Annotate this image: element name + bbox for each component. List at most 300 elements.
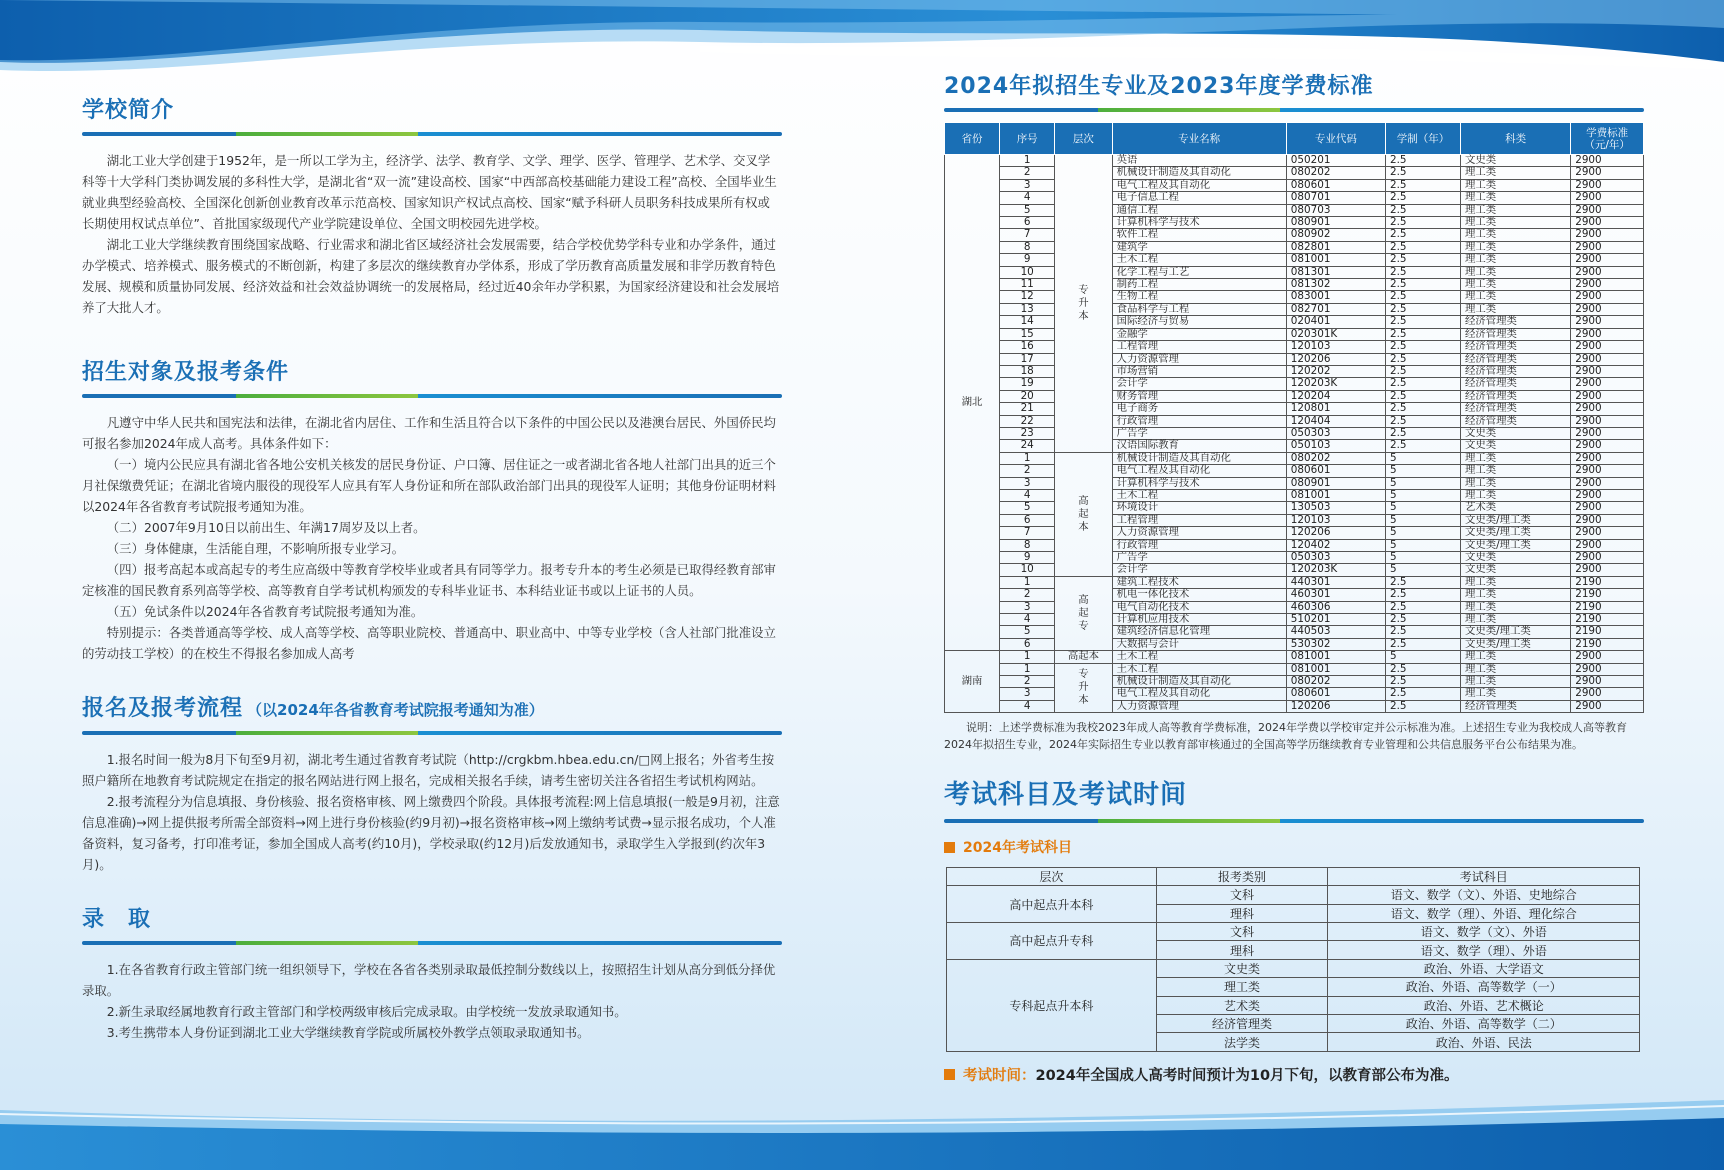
major-name-cell: 化学工程与工艺: [1112, 266, 1286, 278]
duration-cell: 2.5: [1385, 155, 1460, 167]
exam-category-cell: 理科: [1156, 941, 1328, 959]
category-cell: 文史类/理工类: [1460, 638, 1570, 650]
fee-cell: 2900: [1571, 291, 1644, 303]
duration-cell: 2.5: [1385, 316, 1460, 328]
exam-subjects-heading-text: 2024年考试科目: [963, 840, 1072, 857]
major-name-cell: 食品科学与工程: [1112, 303, 1286, 315]
seq-cell: 3: [1000, 601, 1055, 613]
category-cell: 文史类: [1460, 427, 1570, 439]
seq-cell: 15: [1000, 328, 1055, 340]
exam-category-cell: 文史类: [1156, 959, 1328, 977]
table-row: [945, 291, 1644, 303]
right-column: [944, 72, 1644, 1085]
admission-title-bar: [82, 941, 782, 945]
table-header-cell: 省份: [945, 123, 1000, 155]
fee-cell: 2900: [1571, 663, 1644, 675]
exam-subjects-cell: 语文、数学（文）、外语: [1328, 923, 1640, 941]
category-cell: 理工类: [1460, 589, 1570, 601]
major-name-cell: 电子信息工程: [1112, 192, 1286, 204]
table-header-cell: 层次: [1055, 123, 1112, 155]
category-cell: 理工类: [1460, 452, 1570, 464]
major-name-cell: 行政管理: [1112, 539, 1286, 551]
seq-cell: 21: [1000, 403, 1055, 415]
category-cell: 经济管理类: [1460, 415, 1570, 427]
table-row: [947, 959, 1640, 977]
major-name-cell: 机电一体化技术: [1112, 589, 1286, 601]
category-cell: 理工类: [1460, 576, 1570, 588]
fee-cell: 2900: [1571, 204, 1644, 216]
fee-cell: 2900: [1571, 167, 1644, 179]
table-row: [945, 303, 1644, 315]
table-row: [945, 279, 1644, 291]
duration-cell: 2.5: [1385, 576, 1460, 588]
major-name-cell: 国际经济与贸易: [1112, 316, 1286, 328]
majors-title-bar: [944, 108, 1644, 112]
duration-cell: 2.5: [1385, 291, 1460, 303]
seq-cell: 20: [1000, 390, 1055, 402]
category-cell: 理工类: [1460, 303, 1570, 315]
fee-cell: 2900: [1571, 489, 1644, 501]
process-paragraph: 1.报名时间一般为8月下旬至9月初，湖北考生通过省教育考试院（http://crgkbm.hbea.edu.cn/□网上报名；外省考生按照户籍所在地教育考试院规定在指定的报名网站进行网上报名，完成相关报名手续，请考生密切关注各省招生考试机构网站。: [82, 752, 775, 788]
category-cell: 文史类: [1460, 564, 1570, 576]
category-cell: 理工类: [1460, 229, 1570, 241]
table-row: [945, 502, 1644, 514]
duration-cell: 2.5: [1385, 676, 1460, 688]
fee-cell: 2900: [1571, 303, 1644, 315]
duration-cell: 5: [1385, 527, 1460, 539]
major-code-cell: 120203K: [1286, 564, 1385, 576]
category-cell: 理工类: [1460, 167, 1570, 179]
major-name-cell: 土木工程: [1112, 663, 1286, 675]
process-title-bar: [82, 731, 782, 735]
major-name-cell: 人力资源管理: [1112, 700, 1286, 712]
major-code-cell: 120103: [1286, 341, 1385, 353]
table-row: [945, 229, 1644, 241]
seq-cell: 6: [1000, 217, 1055, 229]
major-code-cell: 083001: [1286, 291, 1385, 303]
orange-square-icon: [944, 842, 955, 853]
seq-cell: 1: [1000, 663, 1055, 675]
table-row: [945, 651, 1644, 663]
major-name-cell: 机械设计制造及其自动化: [1112, 676, 1286, 688]
intro-title-bar: [82, 132, 782, 136]
fee-cell: 2900: [1571, 465, 1644, 477]
seq-cell: 10: [1000, 564, 1055, 576]
major-code-cell: 120103: [1286, 514, 1385, 526]
major-code-cell: 080202: [1286, 167, 1385, 179]
exam-category-cell: 文科: [1156, 923, 1328, 941]
exam-category-cell: 理工类: [1156, 978, 1328, 996]
seq-cell: 4: [1000, 489, 1055, 501]
major-name-cell: 大数据与会计: [1112, 638, 1286, 650]
fee-cell: 2900: [1571, 676, 1644, 688]
fee-cell: 2900: [1571, 328, 1644, 340]
table-row: [945, 700, 1644, 712]
fee-cell: 2900: [1571, 341, 1644, 353]
major-code-cell: 081302: [1286, 279, 1385, 291]
table-row: [945, 663, 1644, 675]
seq-cell: 6: [1000, 638, 1055, 650]
category-cell: 经济管理类: [1460, 378, 1570, 390]
exam-subjects-cell: 语文、数学（理）、外语、理化综合: [1328, 904, 1640, 922]
seq-cell: 4: [1000, 192, 1055, 204]
major-name-cell: 财务管理: [1112, 390, 1286, 402]
category-cell: 经济管理类: [1460, 700, 1570, 712]
fee-cell: 2900: [1571, 477, 1644, 489]
seq-cell: 12: [1000, 291, 1055, 303]
table-row: [945, 204, 1644, 216]
duration-cell: 2.5: [1385, 415, 1460, 427]
fee-cell: 2900: [1571, 700, 1644, 712]
duration-cell: 2.5: [1385, 266, 1460, 278]
duration-cell: 2.5: [1385, 254, 1460, 266]
major-code-cell: 081001: [1286, 489, 1385, 501]
major-code-cell: 120404: [1286, 415, 1385, 427]
top-wave-white: [700, 46, 1724, 70]
province-cell: 湖南: [945, 651, 1000, 713]
exam-level-cell: 高中起点升专科: [947, 923, 1157, 960]
duration-cell: 5: [1385, 465, 1460, 477]
duration-cell: 2.5: [1385, 614, 1460, 626]
duration-cell: 2.5: [1385, 427, 1460, 439]
seq-cell: 7: [1000, 229, 1055, 241]
major-name-cell: 建筑学: [1112, 241, 1286, 253]
majors-section: [944, 72, 1644, 753]
category-cell: 理工类: [1460, 179, 1570, 191]
category-cell: 经济管理类: [1460, 403, 1570, 415]
fee-cell: 2900: [1571, 241, 1644, 253]
table-row: [945, 328, 1644, 340]
table-row: [945, 378, 1644, 390]
fee-cell: 2900: [1571, 390, 1644, 402]
major-name-cell: 土木工程: [1112, 254, 1286, 266]
eligibility-title-bar: [82, 394, 782, 398]
major-name-cell: 制药工程: [1112, 279, 1286, 291]
major-code-cell: 120204: [1286, 390, 1385, 402]
seq-cell: 2: [1000, 465, 1055, 477]
seq-cell: 5: [1000, 204, 1055, 216]
table-row: [945, 626, 1644, 638]
admission-section: [82, 905, 782, 1043]
major-name-cell: 广告学: [1112, 552, 1286, 564]
left-column: [82, 96, 782, 1043]
duration-cell: 2.5: [1385, 217, 1460, 229]
major-name-cell: 土木工程: [1112, 489, 1286, 501]
major-code-cell: 080601: [1286, 465, 1385, 477]
process-section: [82, 694, 782, 875]
category-cell: 文史类/理工类: [1460, 514, 1570, 526]
major-name-cell: 工程管理: [1112, 514, 1286, 526]
major-name-cell: 电气工程及其自动化: [1112, 465, 1286, 477]
major-name-cell: 工程管理: [1112, 341, 1286, 353]
category-cell: 理工类: [1460, 279, 1570, 291]
table-row: [945, 539, 1644, 551]
category-cell: 理工类: [1460, 291, 1570, 303]
category-cell: 艺术类: [1460, 502, 1570, 514]
level-cell: 高起本: [1055, 452, 1112, 576]
major-name-cell: 计算机科学与技术: [1112, 477, 1286, 489]
duration-cell: 2.5: [1385, 700, 1460, 712]
fee-cell: 2900: [1571, 527, 1644, 539]
major-code-cell: 050103: [1286, 440, 1385, 452]
fee-cell: 2900: [1571, 688, 1644, 700]
duration-cell: 2.5: [1385, 353, 1460, 365]
fee-cell: 2900: [1571, 353, 1644, 365]
category-cell: 文史类: [1460, 440, 1570, 452]
seq-cell: 14: [1000, 316, 1055, 328]
duration-cell: 2.5: [1385, 279, 1460, 291]
category-cell: 理工类: [1460, 241, 1570, 253]
table-row: [945, 241, 1644, 253]
table-row: [947, 923, 1640, 941]
table-row: [945, 576, 1644, 588]
major-code-cell: 080901: [1286, 217, 1385, 229]
majors-note: 说明：上述学费标准为我校2023年成人高等教育学费标准，2024年学费以学校审定并公示标准为准。上述招生专业为我校成人高等教育2024年拟招生专业，2024年实际招生专业以教育部审核通过的全国高等学历继续教育专业管理和公共信息服务平台公布结果为准。: [944, 721, 1627, 752]
duration-cell: 2.5: [1385, 601, 1460, 613]
exam-subjects-cell: 政治、外语、大学语文: [1328, 959, 1640, 977]
duration-cell: 2.5: [1385, 589, 1460, 601]
category-cell: 文史类: [1460, 552, 1570, 564]
duration-cell: 2.5: [1385, 241, 1460, 253]
majors-fee-table: [944, 122, 1644, 713]
table-row: [945, 601, 1644, 613]
major-code-cell: 080601: [1286, 179, 1385, 191]
table-row: [945, 489, 1644, 501]
major-name-cell: 英语: [1112, 155, 1286, 167]
eligibility-paragraph: 特别提示：各类普通高等学校、成人高等学校、高等职业院校、普通高中、职业高中、中等专业学校（含人社部门批准设立的劳动技工学校）的在校生不得报名参加成人高考: [82, 625, 776, 661]
duration-cell: 5: [1385, 502, 1460, 514]
major-name-cell: 机械设计制造及其自动化: [1112, 167, 1286, 179]
exam-subjects-cell: 政治、外语、艺术概论: [1328, 996, 1640, 1014]
duration-cell: 2.5: [1385, 192, 1460, 204]
major-name-cell: 电气工程及其自动化: [1112, 688, 1286, 700]
category-cell: 经济管理类: [1460, 365, 1570, 377]
seq-cell: 1: [1000, 651, 1055, 663]
fee-cell: 2900: [1571, 552, 1644, 564]
fee-cell: 2900: [1571, 378, 1644, 390]
fee-cell: 2190: [1571, 626, 1644, 638]
major-name-cell: 电气工程及其自动化: [1112, 179, 1286, 191]
table-row: [945, 179, 1644, 191]
province-cell: 湖北: [945, 155, 1000, 651]
duration-cell: 2.5: [1385, 179, 1460, 191]
process-title-sub: （以2024年各省教育考试院报考通知为准）: [247, 701, 544, 719]
seq-cell: 16: [1000, 341, 1055, 353]
major-code-cell: 510201: [1286, 614, 1385, 626]
fee-cell: 2900: [1571, 365, 1644, 377]
table-header-cell: 报考类别: [1156, 868, 1328, 886]
duration-cell: 2.5: [1385, 688, 1460, 700]
fee-cell: 2900: [1571, 415, 1644, 427]
category-cell: 经济管理类: [1460, 353, 1570, 365]
table-row: [945, 390, 1644, 402]
duration-cell: 5: [1385, 489, 1460, 501]
fee-cell: 2900: [1571, 564, 1644, 576]
eligibility-paragraph: （五）免试条件以2024年各省教育考试院报考通知为准。: [106, 604, 424, 619]
exam-subjects-cell: 政治、外语、高等数学（一）: [1328, 978, 1640, 996]
exams-title-bar: [944, 819, 1644, 823]
duration-cell: 5: [1385, 514, 1460, 526]
seq-cell: 8: [1000, 241, 1055, 253]
fee-cell: 2900: [1571, 155, 1644, 167]
major-code-cell: 440301: [1286, 576, 1385, 588]
major-name-cell: 机械设计制造及其自动化: [1112, 452, 1286, 464]
duration-cell: 5: [1385, 552, 1460, 564]
category-cell: 文史类/理工类: [1460, 527, 1570, 539]
table-header-cell: 专业名称: [1112, 123, 1286, 155]
major-code-cell: 080901: [1286, 477, 1385, 489]
table-row: [945, 365, 1644, 377]
seq-cell: 6: [1000, 514, 1055, 526]
exam-level-cell: 专科起点升本科: [947, 959, 1157, 1051]
major-code-cell: 080202: [1286, 676, 1385, 688]
seq-cell: 24: [1000, 440, 1055, 452]
fee-cell: 2900: [1571, 279, 1644, 291]
exam-subjects-table: [946, 867, 1640, 1052]
fee-cell: 2900: [1571, 254, 1644, 266]
fee-cell: 2190: [1571, 601, 1644, 613]
major-code-cell: 081001: [1286, 663, 1385, 675]
fee-cell: 2190: [1571, 614, 1644, 626]
category-cell: 文史类/理工类: [1460, 626, 1570, 638]
fee-cell: 2900: [1571, 514, 1644, 526]
seq-cell: 19: [1000, 378, 1055, 390]
seq-cell: 2: [1000, 676, 1055, 688]
category-cell: 理工类: [1460, 614, 1570, 626]
major-code-cell: 120203K: [1286, 378, 1385, 390]
major-code-cell: 050303: [1286, 552, 1385, 564]
category-cell: 理工类: [1460, 477, 1570, 489]
major-code-cell: 082701: [1286, 303, 1385, 315]
table-row: [945, 254, 1644, 266]
table-row: [945, 527, 1644, 539]
exam-category-cell: 文科: [1156, 886, 1328, 904]
duration-cell: 2.5: [1385, 341, 1460, 353]
major-code-cell: 120206: [1286, 700, 1385, 712]
major-name-cell: 软件工程: [1112, 229, 1286, 241]
orange-square-icon: [944, 1069, 955, 1080]
table-row: [945, 217, 1644, 229]
major-name-cell: 汉语国际教育: [1112, 440, 1286, 452]
major-name-cell: 行政管理: [1112, 415, 1286, 427]
eligibility-paragraph: （四）报考高起本或高起专的考生应高级中等教育学校毕业或者具有同等学力。报考专升本的考生必须是已取得经教育部审定核准的国民教育系列高等学校、高等教育自学考试机构颁发的专科毕业证书、本科结业证书或以上证书的人员。: [82, 562, 776, 598]
table-row: [945, 155, 1644, 167]
duration-cell: 2.5: [1385, 440, 1460, 452]
category-cell: 理工类: [1460, 192, 1570, 204]
exam-subjects-heading: [944, 837, 1644, 857]
admission-paragraph: 2.新生录取经属地教育行政主管部门和学校两级审核后完成录取。由学校统一发放录取通知书。: [106, 1004, 627, 1019]
major-code-cell: 082801: [1286, 241, 1385, 253]
category-cell: 理工类: [1460, 204, 1570, 216]
duration-cell: 2.5: [1385, 663, 1460, 675]
admission-paragraph: 3.考生携带本人身份证到湖北工业大学继续教育学院或所属校外教学点领取录取通知书。: [106, 1025, 590, 1040]
intro-title: 学校简介: [82, 98, 175, 123]
seq-cell: 4: [1000, 700, 1055, 712]
seq-cell: 4: [1000, 614, 1055, 626]
exams-title: 考试科目及考试时间: [944, 780, 1188, 811]
duration-cell: 2.5: [1385, 403, 1460, 415]
seq-cell: 5: [1000, 502, 1055, 514]
major-name-cell: 人力资源管理: [1112, 527, 1286, 539]
major-code-cell: 050201: [1286, 155, 1385, 167]
category-cell: 理工类: [1460, 465, 1570, 477]
major-code-cell: 080701: [1286, 192, 1385, 204]
exam-category-cell: 艺术类: [1156, 996, 1328, 1014]
seq-cell: 18: [1000, 365, 1055, 377]
major-code-cell: 120402: [1286, 539, 1385, 551]
major-code-cell: 120801: [1286, 403, 1385, 415]
seq-cell: 3: [1000, 179, 1055, 191]
fee-cell: 2190: [1571, 638, 1644, 650]
major-code-cell: 080202: [1286, 452, 1385, 464]
duration-cell: 2.5: [1385, 167, 1460, 179]
process-title-main: 报名及报考流程: [82, 696, 244, 721]
intro-paragraph: 湖北工业大学创建于1952年，是一所以工学为主，经济学、法学、教育学、文学、理学、医学、管理学、艺术学、交叉学科等十大学科门类协调发展的多科性大学，是湖北省“双一流”建设高校、国家“中西部高校基础能力建设工程”高校、全国毕业生就业典型经验高校、全国深化创新创业教育改革示范高校、国家知识产权试点高校、国家“赋予科研人员职务科技成果所有权或长期使用权试点单位”、首批国家级现代产业学院建设单位、全国文明校园先进学校。: [82, 153, 777, 231]
major-name-cell: 电气自动化技术: [1112, 601, 1286, 613]
major-name-cell: 广告学: [1112, 427, 1286, 439]
duration-cell: 5: [1385, 651, 1460, 663]
category-cell: 文史类/理工类: [1460, 539, 1570, 551]
table-header-cell: 学费标准 （元/年）: [1571, 123, 1644, 155]
duration-cell: 2.5: [1385, 204, 1460, 216]
eligibility-title: 招生对象及报考条件: [82, 360, 290, 385]
exam-level-cell: 高中起点升本科: [947, 886, 1157, 923]
table-row: [945, 589, 1644, 601]
admission-paragraph: 1.在各省教育行政主管部门统一组织领导下，学校在各省各类别录取最低控制分数线以上，按照招生计划从高分到低分择优录取。: [82, 962, 776, 998]
category-cell: 经济管理类: [1460, 341, 1570, 353]
table-row: [945, 167, 1644, 179]
major-name-cell: 电子商务: [1112, 403, 1286, 415]
exam-category-cell: 理科: [1156, 904, 1328, 922]
table-row: [945, 614, 1644, 626]
seq-cell: 1: [1000, 155, 1055, 167]
major-name-cell: 人力资源管理: [1112, 353, 1286, 365]
fee-cell: 2900: [1571, 229, 1644, 241]
major-code-cell: 080703: [1286, 204, 1385, 216]
seq-cell: 9: [1000, 552, 1055, 564]
seq-cell: 11: [1000, 279, 1055, 291]
major-code-cell: 050303: [1286, 427, 1385, 439]
major-code-cell: 020301K: [1286, 328, 1385, 340]
category-cell: 经济管理类: [1460, 316, 1570, 328]
eligibility-paragraph: （一）境内公民应具有湖北省各地公安机关核发的居民身份证、户口簿、居住证之一或者湖北省各地人社部门出具的近三个月社保缴费凭证；在湖北省境内服役的现役军人应具有军人身份证和所在部队政治部门出具的现役军人证明；其他身份证明材料以2024年各省教育考试院报考通知为准。: [82, 457, 776, 514]
fee-cell: 2900: [1571, 217, 1644, 229]
exam-subjects-cell: 语文、数学（文）、外语、史地综合: [1328, 886, 1640, 904]
category-cell: 理工类: [1460, 254, 1570, 266]
major-name-cell: 市场营销: [1112, 365, 1286, 377]
major-name-cell: 会计学: [1112, 564, 1286, 576]
seq-cell: 7: [1000, 527, 1055, 539]
seq-cell: 10: [1000, 266, 1055, 278]
intro-paragraph: 湖北工业大学继续教育围绕国家战略、行业需求和湖北省区域经济社会发展需要，结合学校优势学科专业和办学条件，通过办学模式、培养模式、服务模式的不断创新，构建了多层次的继续教育办学体系，形成了学历教育高质量发展和非学历教育特色发展、规模和质量协同发展、经济效益和社会效益协调统一的发展格局，经过近40余年办学积累，为国家经济建设和社会发展培养了大批人才。: [82, 237, 780, 315]
table-row: [945, 192, 1644, 204]
duration-cell: 2.5: [1385, 303, 1460, 315]
table-row: [945, 440, 1644, 452]
seq-cell: 1: [1000, 452, 1055, 464]
table-header-cell: 科类: [1460, 123, 1570, 155]
table-row: [945, 427, 1644, 439]
level-cell: 高起专: [1055, 576, 1112, 650]
table-row: [945, 415, 1644, 427]
seq-cell: 17: [1000, 353, 1055, 365]
major-code-cell: 460301: [1286, 589, 1385, 601]
table-row: [945, 452, 1644, 464]
fee-cell: 2900: [1571, 440, 1644, 452]
exam-category-cell: 法学类: [1156, 1033, 1328, 1051]
table-row: [945, 341, 1644, 353]
major-name-cell: 生物工程: [1112, 291, 1286, 303]
fee-cell: 2900: [1571, 452, 1644, 464]
